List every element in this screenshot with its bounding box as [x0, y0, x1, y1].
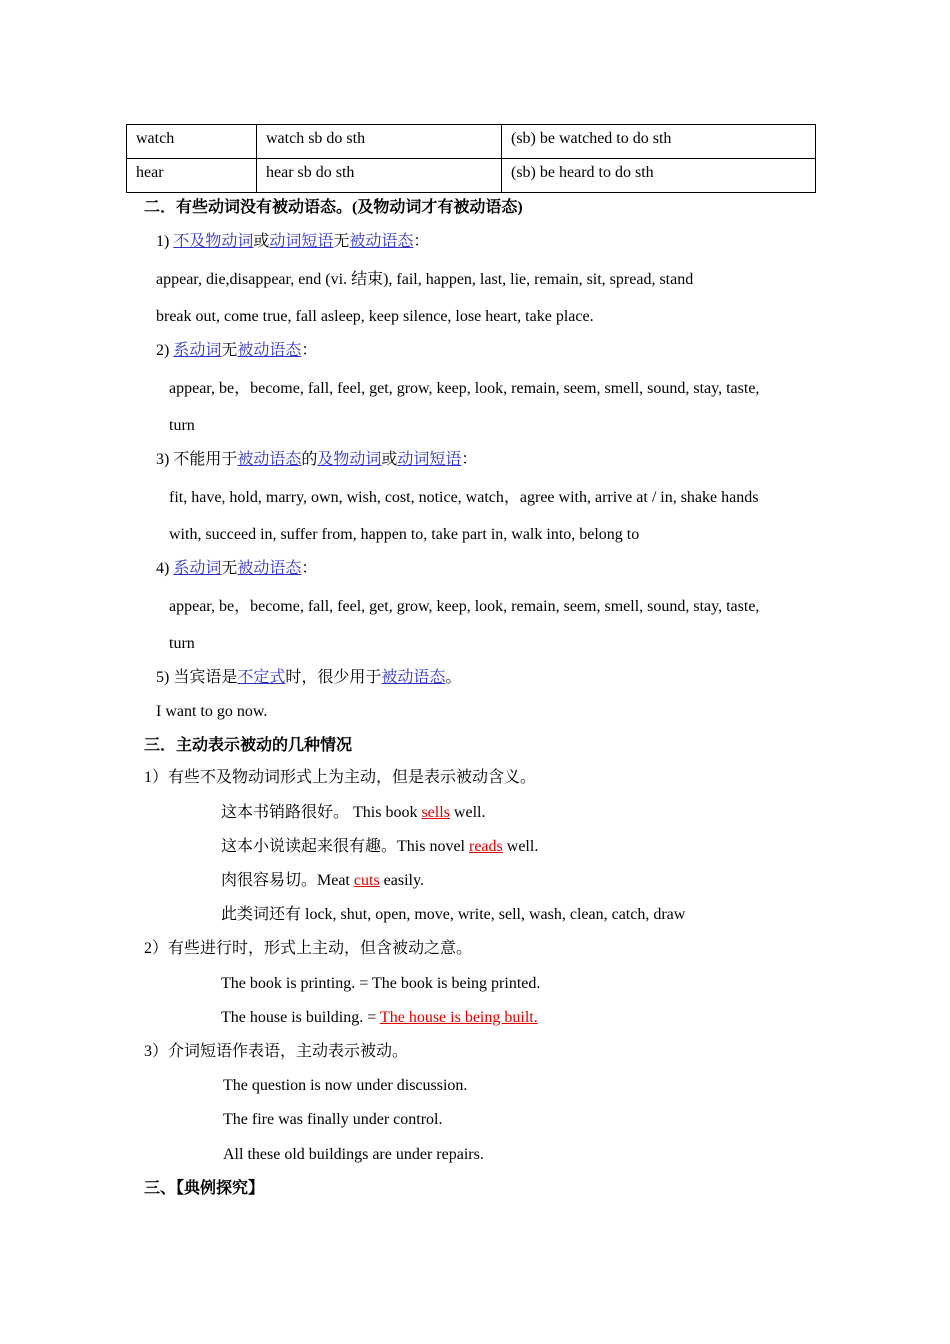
word-list: 此类词还有 lock, shut, open, move, write, sell, wash, clean, catch, draw — [221, 906, 686, 923]
table-row — [127, 125, 816, 159]
item-number: 1) — [156, 233, 174, 250]
example-sentence: The fire was finally under control. — [223, 1111, 443, 1128]
highlighted-phrase: The house is being built. — [379, 1009, 538, 1026]
section-heading: 二．有些动词没有被动语态。(及物动词才有被动语态) — [144, 199, 523, 216]
text: 无 — [221, 342, 238, 359]
example-sentence — [221, 803, 485, 823]
table-cell: watch sb do sth — [257, 125, 502, 159]
text: ： — [413, 233, 430, 250]
example-sentence: All these old buildings are under repairs. — [223, 1146, 484, 1163]
case-item-3: 3）介词短语作表语，主动表示被动。 — [144, 1043, 409, 1060]
example-sentence: The book is printing. = The book is being printed. — [221, 975, 541, 992]
text: 或 — [253, 233, 270, 250]
example-sentence: The question is now under discussion. — [223, 1077, 468, 1094]
highlighted-word: reads — [469, 838, 503, 855]
example-sentence — [221, 837, 538, 857]
word-list: appear, be，become, fall, feel, get, grow, keep, look, remain, seem, smell, sound, stay, taste, — [169, 380, 760, 397]
highlighted-word: sells — [421, 804, 450, 821]
word-list: turn — [169, 635, 195, 652]
section-heading: 三．主动表示被动的几种情况 — [144, 737, 353, 754]
item-number: 4) — [156, 560, 174, 577]
rule-item-2 — [156, 341, 317, 361]
verb-pattern-table — [126, 124, 816, 193]
word-list: with, succeed in, suffer from, happen to, take part in, walk into, belong to — [169, 526, 640, 543]
item-number: 3) 不能用于 — [156, 451, 238, 468]
rule-item-5 — [156, 668, 461, 688]
example-sentence — [221, 871, 424, 891]
table-cell: (sb) be heard to do sth — [502, 159, 816, 193]
section-heading: 三、【典例探究】 — [144, 1180, 265, 1197]
word-list: break out, come true, fall asleep, keep silence, lose heart, take place. — [156, 308, 594, 325]
term-link[interactable]: 不及物动词 — [173, 233, 254, 250]
term-link[interactable]: 被动语态 — [237, 342, 302, 359]
example-sentence — [221, 1008, 538, 1028]
table-row — [127, 159, 816, 193]
word-list: fit, have, hold, marry, own, wish, cost, notice, watch，agree with, arrive at / in, shake hands — [169, 489, 759, 506]
term-link[interactable]: 系动词 — [173, 342, 222, 359]
text: 。 — [445, 669, 462, 686]
word-list: turn — [169, 417, 195, 434]
case-item-2: 2）有些进行时，形式上主动，但含被动之意。 — [144, 940, 473, 957]
word-list: appear, be，become, fall, feel, get, grow, keep, look, remain, seem, smell, sound, stay, taste, — [169, 598, 760, 615]
item-number: 5) 当宾语是 — [156, 669, 238, 686]
text: easily. — [379, 872, 424, 889]
term-link[interactable]: 系动词 — [173, 560, 222, 577]
text: 这本书销路很好。 This book — [221, 804, 422, 821]
rule-item-1 — [156, 232, 429, 252]
text: 肉很容易切。Meat — [221, 872, 354, 889]
text: 无 — [333, 233, 350, 250]
text: ： — [301, 342, 318, 359]
text: well. — [502, 838, 539, 855]
term-link[interactable]: 被动语态 — [237, 560, 302, 577]
case-item-1: 1）有些不及物动词形式上为主动，但是表示被动含义。 — [144, 769, 537, 786]
text: The house is building. = — [221, 1009, 380, 1026]
text: 这本小说读起来很有趣。This novel — [221, 838, 469, 855]
rule-item-3 — [156, 450, 477, 470]
table-cell: watch — [127, 125, 257, 159]
term-link[interactable]: 被动语态 — [381, 669, 446, 686]
item-number: 2) — [156, 342, 174, 359]
term-link[interactable]: 及物动词 — [317, 451, 382, 468]
term-link[interactable]: 动词短语 — [269, 233, 334, 250]
text: 或 — [381, 451, 398, 468]
text: 无 — [221, 560, 238, 577]
rule-item-4 — [156, 559, 317, 579]
term-link[interactable]: 不定式 — [237, 669, 286, 686]
term-link[interactable]: 动词短语 — [397, 451, 462, 468]
highlighted-word: cuts — [353, 872, 380, 889]
term-link[interactable]: 被动语态 — [349, 233, 414, 250]
text: ： — [461, 451, 478, 468]
text: ： — [301, 560, 318, 577]
example-sentence: I want to go now. — [156, 703, 268, 720]
table-cell: (sb) be watched to do sth — [502, 125, 816, 159]
term-link[interactable]: 被动语态 — [237, 451, 302, 468]
text: 的 — [301, 451, 318, 468]
text: 时，很少用于 — [285, 669, 382, 686]
word-list: appear, die,disappear, end (vi. 结束), fail, happen, last, lie, remain, sit, spread, stand — [156, 271, 694, 288]
table-cell: hear sb do sth — [257, 159, 502, 193]
text: well. — [449, 804, 486, 821]
table-cell: hear — [127, 159, 257, 193]
